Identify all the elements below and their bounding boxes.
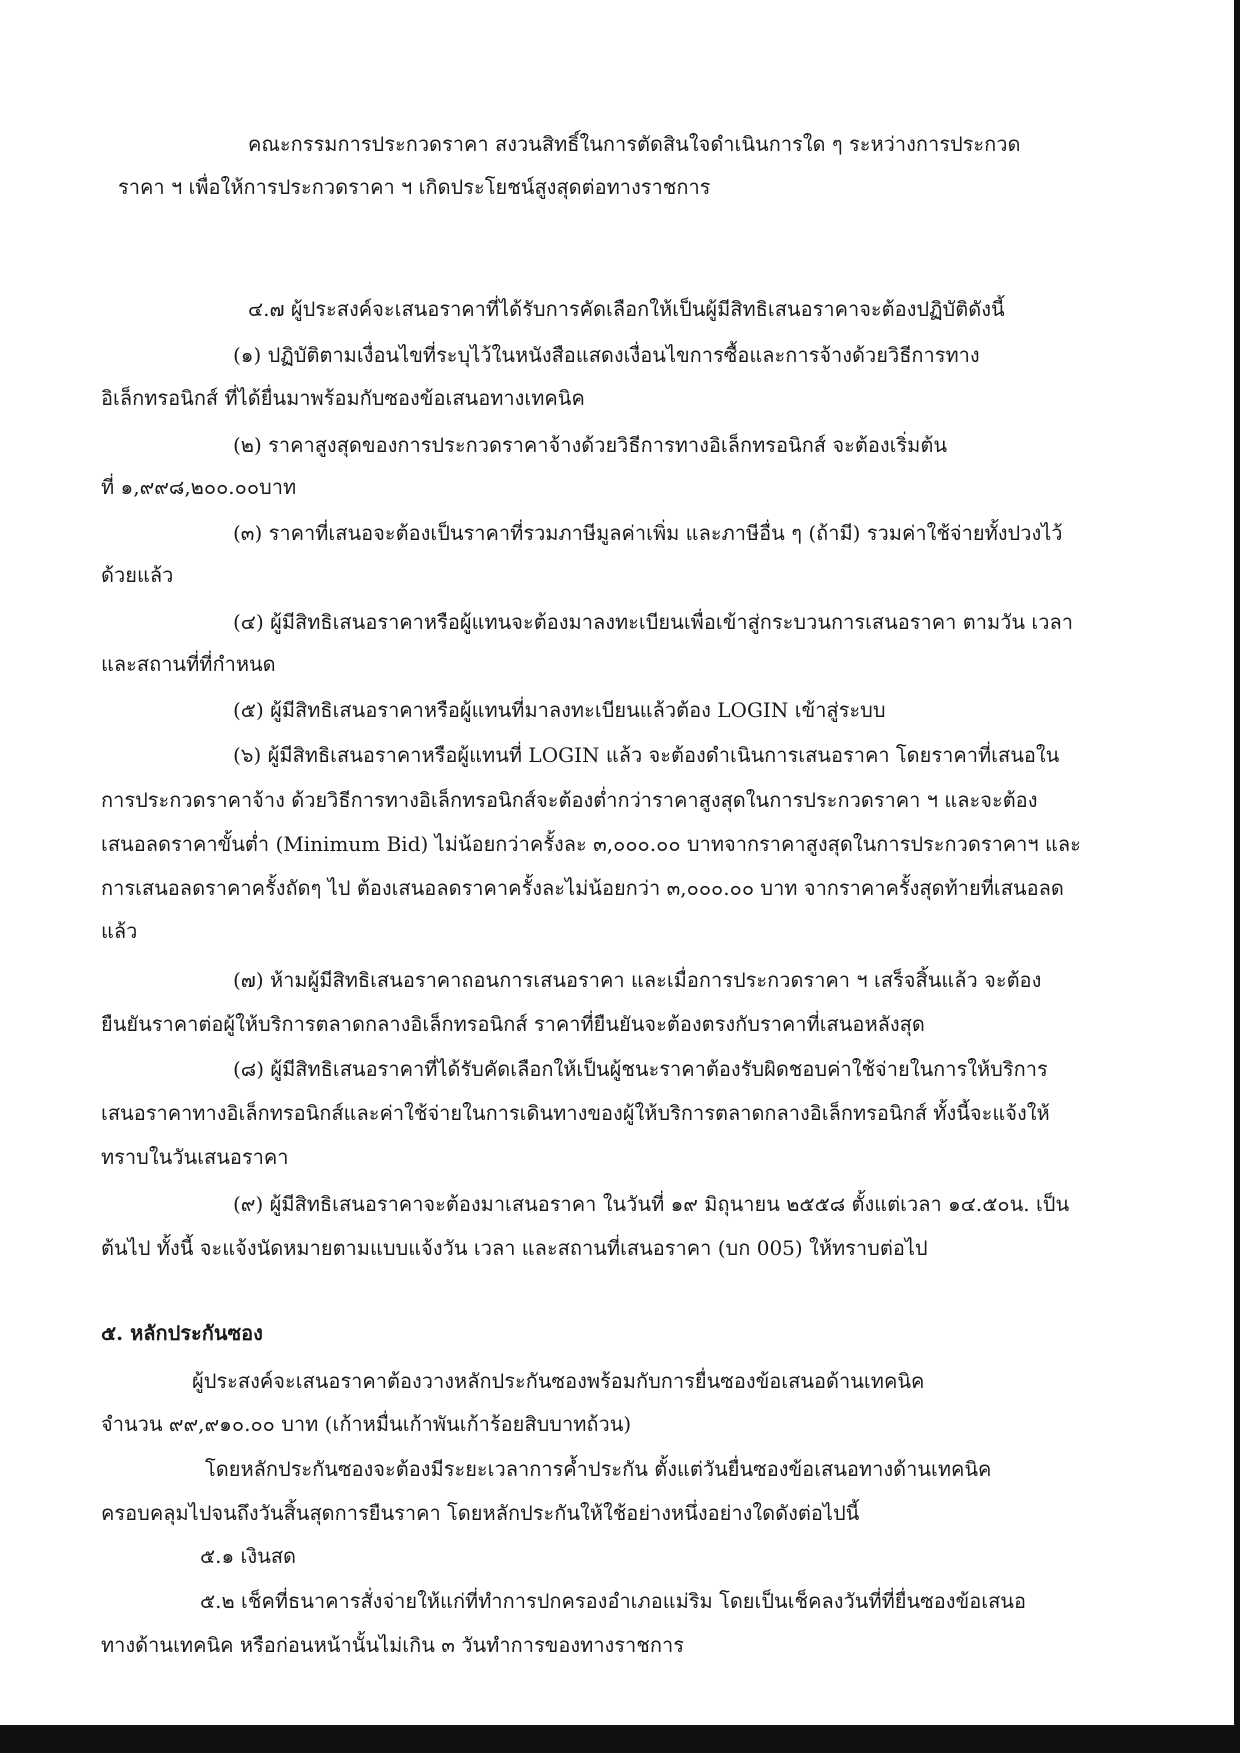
item-6-line-5: แล้ว: [101, 919, 138, 943]
section-5-item-1-line-1: ๕.๑ เงินสด: [200, 1544, 297, 1568]
scan-right-border: [1234, 0, 1240, 1753]
item-8-line-1: (๘) ผู้มีสิทธิเสนอราคาที่ได้รับคัดเลือกให้เป็นผู้ชนะราคาต้องรับผิดชอบค่าใช้จ่ายในการให้บริการ: [233, 1057, 1048, 1081]
section-4-7-heading: ๔.๗ ผู้ประสงค์จะเสนอราคาที่ได้รับการคัดเลือกให้เป็นผู้มีสิทธิเสนอราคาจะต้องปฏิบัติดังนี้: [248, 297, 1005, 321]
intro-line-2: ราคา ฯ เพื่อให้การประกวดราคา ฯ เกิดประโยชน์สูงสุดต่อทางราชการ: [118, 175, 711, 199]
section-5-item-2-line-1: ๕.๒ เช็คที่ธนาคารสั่งจ่ายให้แก่ที่ทำการปกครองอำเภอแม่ริม โดยเป็นเช็คลงวันที่ที่ยื่นซองข้อเสนอ: [200, 1589, 1026, 1613]
item-4-line-2: และสถานที่ที่กำหนด: [101, 652, 276, 676]
section-5-para-1-line-1: ผู้ประสงค์จะเสนอราคาต้องวางหลักประกันซองพร้อมกับการยื่นซองข้อเสนอด้านเทคนิค: [192, 1369, 925, 1393]
item-2-line-1: (๒) ราคาสูงสุดของการประกวดราคาจ้างด้วยวิธีการทางอิเล็กทรอนิกส์ จะต้องเริ่มต้น: [233, 433, 948, 457]
item-1-line-1: (๑) ปฏิบัติตามเงื่อนไขที่ระบุไว้ในหนังสือแสดงเงื่อนไขการซื้อและการจ้างด้วยวิธีการทาง: [233, 343, 980, 367]
item-4-line-1: (๔) ผู้มีสิทธิเสนอราคาหรือผู้แทนจะต้องมาลงทะเบียนเพื่อเข้าสู่กระบวนการเสนอราคา ตามวัน เวลา: [233, 610, 1073, 634]
item-8-line-3: ทราบในวันเสนอราคา: [101, 1145, 289, 1169]
item-6-line-2: การประกวดราคาจ้าง ด้วยวิธีการทางอิเล็กทรอนิกส์จะต้องต่ำกว่าราคาสูงสุดในการประกวดราคา ฯ และจะต้อง: [101, 788, 1038, 812]
item-9-line-2: ต้นไป ทั้งนี้ จะแจ้งนัดหมายตามแบบแจ้งวัน เวลา และสถานที่เสนอราคา (บก 005) ให้ทราบต่อไป: [101, 1236, 928, 1260]
item-6-line-1: (๖) ผู้มีสิทธิเสนอราคาหรือผู้แทนที่ LOGIN แล้ว จะต้องดำเนินการเสนอราคา โดยราคาที่เสนอใน: [233, 743, 1060, 767]
item-5-line-1: (๕) ผู้มีสิทธิเสนอราคาหรือผู้แทนที่มาลงทะเบียนแล้วต้อง LOGIN เข้าสู่ระบบ: [233, 698, 886, 722]
item-7-line-1: (๗) ห้ามผู้มีสิทธิเสนอราคาถอนการเสนอราคา และเมื่อการประกวดราคา ฯ เสร็จสิ้นแล้ว จะต้อง: [233, 968, 1042, 992]
section-5-heading: ๕. หลักประกันซอง: [101, 1321, 263, 1345]
item-2-line-2: ที่ ๑,๙๙๘,๒๐๐.๐๐บาท: [101, 475, 297, 499]
section-5-item-2-line-2: ทางด้านเทคนิค หรือก่อนหน้านั้นไม่เกิน ๓ วันทำการของทางราชการ: [101, 1633, 684, 1657]
item-6-line-4: การเสนอลดราคาครั้งถัดๆ ไป ต้องเสนอลดราคาครั้งละไม่น้อยกว่า ๓,๐๐๐.๐๐ บาท จากราคาครั้งสุดท้ายที่เสนอลด: [101, 876, 1064, 900]
item-9-line-1: (๙) ผู้มีสิทธิเสนอราคาจะต้องมาเสนอราคา ในวันที่ ๑๙ มิถุนายน ๒๕๕๘ ตั้งแต่เวลา ๑๔.๕๐น. เป็น: [233, 1192, 1070, 1216]
item-7-line-2: ยืนยันราคาต่อผู้ให้บริการตลาดกลางอิเล็กทรอนิกส์ ราคาที่ยืนยันจะต้องตรงกับราคาที่เสนอหลังสุด: [101, 1012, 925, 1036]
item-3-line-2: ด้วยแล้ว: [101, 563, 174, 587]
item-6-line-3: เสนอลดราคาขั้นต่ำ (Minimum Bid) ไม่น้อยกว่าครั้งละ ๓,๐๐๐.๐๐ บาทจากราคาสูงสุดในการประกวดราคาฯ และ: [101, 832, 1081, 856]
section-5-para-1-line-2: จำนวน ๙๙,๙๑๐.๐๐ บาท (เก้าหมื่นเก้าพันเก้าร้อยสิบบาทถ้วน): [101, 1412, 632, 1436]
intro-line-1: คณะกรรมการประกวดราคา สงวนสิทธิ์ในการตัดสินใจดำเนินการใด ๆ ระหว่างการประกวด: [248, 132, 1021, 156]
item-3-line-1: (๓) ราคาที่เสนอจะต้องเป็นราคาที่รวมภาษีมูลค่าเพิ่ม และภาษีอื่น ๆ (ถ้ามี) รวมค่าใช้จ่ายทั้งปวงไว้: [233, 521, 1063, 545]
item-8-line-2: เสนอราคาทางอิเล็กทรอนิกส์และค่าใช้จ่ายในการเดินทางของผู้ให้บริการตลาดกลางอิเล็กทรอนิกส์ ทั้งนี้จะแจ้งให้: [101, 1101, 1050, 1125]
section-5-para-2-line-2: ครอบคลุมไปจนถึงวันสิ้นสุดการยืนราคา โดยหลักประกันให้ใช้อย่างหนึ่งอย่างใดดังต่อไปนี้: [101, 1501, 860, 1525]
section-5-para-2-line-1: โดยหลักประกันซองจะต้องมีระยะเวลาการค้ำประกัน ตั้งแต่วันยื่นซองข้อเสนอทางด้านเทคนิค: [205, 1457, 992, 1481]
scan-bottom-border: [0, 1725, 1240, 1753]
item-1-line-2: อิเล็กทรอนิกส์ ที่ได้ยื่นมาพร้อมกับซองข้อเสนอทางเทคนิค: [101, 386, 585, 410]
